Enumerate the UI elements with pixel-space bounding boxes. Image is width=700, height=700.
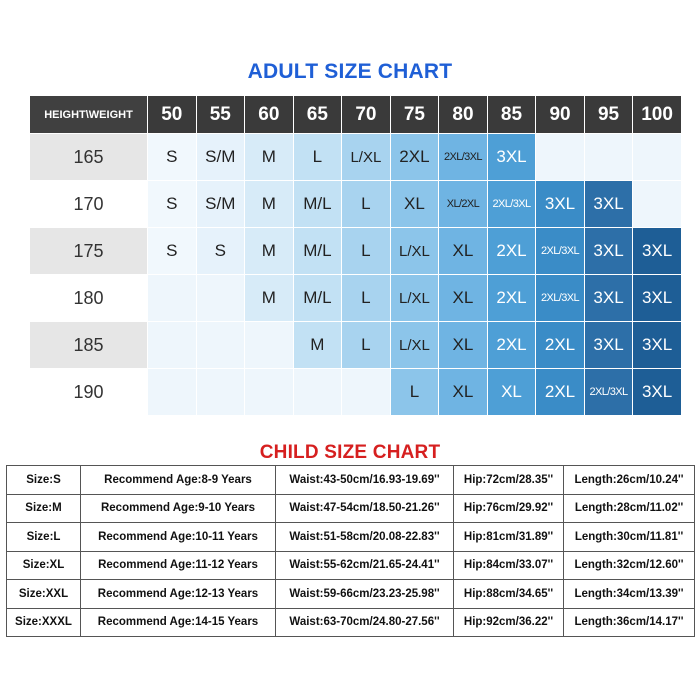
height-cell: 185 (30, 322, 148, 369)
weight-header: 70 (342, 96, 391, 134)
child-length-cell: Length:26cm/10.24'' (564, 466, 695, 495)
height-weight-corner-label: HEIGHT\WEIGHT (30, 96, 148, 134)
size-cell: 3XL (584, 181, 633, 228)
child-size-cell: Size:M (7, 494, 81, 523)
size-cell: XL/2XL (439, 181, 488, 228)
child-size-chart-table (6, 465, 695, 637)
adult-size-row (30, 228, 682, 275)
adult-size-row (30, 369, 682, 416)
child-size-row (7, 551, 695, 580)
size-cell: 3XL (633, 275, 682, 322)
size-cell: L/XL (390, 322, 439, 369)
size-cell: 2XL (487, 228, 536, 275)
size-cell (536, 134, 585, 181)
adult-size-row (30, 134, 682, 181)
child-hip-cell: Hip:84cm/33.07'' (454, 551, 564, 580)
child-age-cell: Recommend Age:11-12 Years (81, 551, 276, 580)
size-cell: 3XL (633, 228, 682, 275)
child-length-cell: Length:28cm/11.02'' (564, 494, 695, 523)
height-cell: 190 (30, 369, 148, 416)
height-cell: 175 (30, 228, 148, 275)
size-cell: S (196, 228, 245, 275)
child-waist-cell: Waist:43-50cm/16.93-19.69'' (276, 466, 454, 495)
size-cell (633, 181, 682, 228)
child-length-cell: Length:34cm/13.39'' (564, 580, 695, 609)
size-cell: L (342, 181, 391, 228)
child-size-row (7, 494, 695, 523)
weight-header: 85 (487, 96, 536, 134)
size-cell: 2XL (390, 134, 439, 181)
size-cell: S/M (196, 181, 245, 228)
child-waist-cell: Waist:51-58cm/20.08-22.83'' (276, 523, 454, 552)
size-cell (148, 275, 197, 322)
size-cell: M (293, 322, 342, 369)
size-cell: XL (439, 275, 488, 322)
adult-size-chart-title: ADULT SIZE CHART (247, 60, 453, 83)
child-waist-cell: Waist:59-66cm/23.23-25.98'' (276, 580, 454, 609)
size-cell: XL (439, 369, 488, 416)
size-cell: 3XL (536, 181, 585, 228)
weight-header: 90 (536, 96, 585, 134)
weight-header: 95 (584, 96, 633, 134)
child-waist-cell: Waist:47-54cm/18.50-21.26'' (276, 494, 454, 523)
size-cell: M/L (293, 181, 342, 228)
size-cell: 2XL (487, 275, 536, 322)
size-cell: XL (487, 369, 536, 416)
child-age-cell: Recommend Age:10-11 Years (81, 523, 276, 552)
size-cell (196, 275, 245, 322)
size-cell (342, 369, 391, 416)
child-size-cell: Size:XXXL (7, 608, 81, 637)
size-cell: L (342, 228, 391, 275)
weight-header: 50 (148, 96, 197, 134)
child-size-cell: Size:L (7, 523, 81, 552)
weight-header: 65 (293, 96, 342, 134)
weight-header: 55 (196, 96, 245, 134)
size-cell: L/XL (342, 134, 391, 181)
size-cell: M/L (293, 275, 342, 322)
size-cell: 2XL/3XL (536, 275, 585, 322)
size-cell: S (148, 228, 197, 275)
child-age-cell: Recommend Age:14-15 Years (81, 608, 276, 637)
adult-size-row (30, 181, 682, 228)
child-length-cell: Length:32cm/12.60'' (564, 551, 695, 580)
size-cell: M (245, 134, 294, 181)
child-size-row (7, 608, 695, 637)
size-cell: 2XL/3XL (536, 228, 585, 275)
child-length-cell: Length:30cm/11.81'' (564, 523, 695, 552)
child-size-cell: Size:XL (7, 551, 81, 580)
size-cell: M/L (293, 228, 342, 275)
size-cell (293, 369, 342, 416)
size-cell: L/XL (390, 228, 439, 275)
size-cell: 3XL (487, 134, 536, 181)
child-size-cell: Size:XXL (7, 580, 81, 609)
size-cell: 3XL (633, 322, 682, 369)
size-cell (633, 134, 682, 181)
size-cell: 2XL (536, 322, 585, 369)
size-cell: XL (390, 181, 439, 228)
size-cell (148, 322, 197, 369)
child-hip-cell: Hip:88cm/34.65'' (454, 580, 564, 609)
size-cell (245, 369, 294, 416)
weight-header: 80 (439, 96, 488, 134)
height-cell: 170 (30, 181, 148, 228)
height-cell: 180 (30, 275, 148, 322)
adult-size-row (30, 322, 682, 369)
size-cell: L (390, 369, 439, 416)
size-cell: 3XL (584, 322, 633, 369)
size-cell: S/M (196, 134, 245, 181)
size-cell: S (148, 181, 197, 228)
size-cell: M (245, 181, 294, 228)
size-cell: 3XL (584, 228, 633, 275)
size-cell: L/XL (390, 275, 439, 322)
child-age-cell: Recommend Age:9-10 Years (81, 494, 276, 523)
child-age-cell: Recommend Age:8-9 Years (81, 466, 276, 495)
size-cell (196, 369, 245, 416)
child-length-cell: Length:36cm/14.17'' (564, 608, 695, 637)
size-cell: 3XL (633, 369, 682, 416)
child-hip-cell: Hip:81cm/31.89'' (454, 523, 564, 552)
size-cell: 2XL/3XL (487, 181, 536, 228)
adult-size-chart-table (29, 95, 682, 416)
size-cell: 2XL (536, 369, 585, 416)
size-cell (196, 322, 245, 369)
child-size-row (7, 523, 695, 552)
weight-header: 75 (390, 96, 439, 134)
size-cell: L (342, 322, 391, 369)
child-hip-cell: Hip:76cm/29.92'' (454, 494, 564, 523)
size-cell: 2XL/3XL (584, 369, 633, 416)
child-waist-cell: Waist:63-70cm/24.80-27.56'' (276, 608, 454, 637)
child-age-cell: Recommend Age:12-13 Years (81, 580, 276, 609)
size-cell (245, 322, 294, 369)
size-cell: XL (439, 228, 488, 275)
size-cell: 2XL (487, 322, 536, 369)
size-cell: L (293, 134, 342, 181)
size-cell: M (245, 228, 294, 275)
size-cell: XL (439, 322, 488, 369)
size-cell: 3XL (584, 275, 633, 322)
weight-header: 100 (633, 96, 682, 134)
child-hip-cell: Hip:92cm/36.22'' (454, 608, 564, 637)
size-cell: L (342, 275, 391, 322)
child-size-row (7, 466, 695, 495)
child-size-chart-title: CHILD SIZE CHART (259, 442, 441, 463)
size-cell: S (148, 134, 197, 181)
size-cell: M (245, 275, 294, 322)
weight-header: 60 (245, 96, 294, 134)
size-cell: 2XL/3XL (439, 134, 488, 181)
child-hip-cell: Hip:72cm/28.35'' (454, 466, 564, 495)
child-size-row (7, 580, 695, 609)
size-cell (584, 134, 633, 181)
adult-header-row (30, 96, 682, 134)
height-cell: 165 (30, 134, 148, 181)
child-waist-cell: Waist:55-62cm/21.65-24.41'' (276, 551, 454, 580)
child-size-cell: Size:S (7, 466, 81, 495)
size-cell (148, 369, 197, 416)
adult-size-row (30, 275, 682, 322)
